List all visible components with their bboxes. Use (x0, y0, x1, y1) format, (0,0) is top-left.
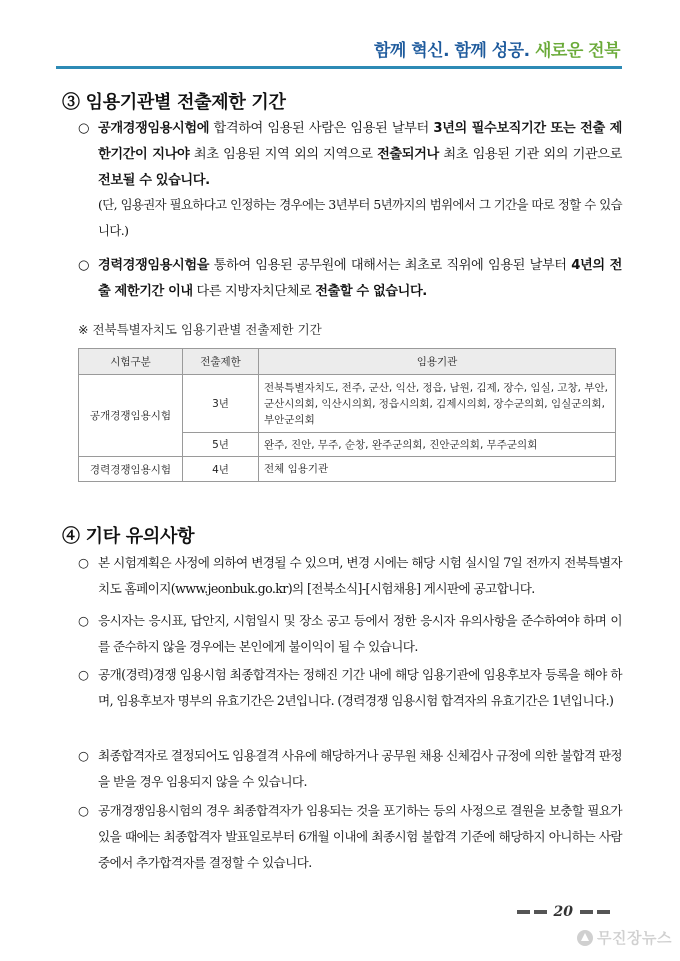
section-3-item-1-note (78, 192, 622, 244)
bullet-circle-icon: ○ (78, 555, 89, 570)
section-3-item-1-note-text: (단, 임용권자 필요하다고 인정하는 경우에는 3년부터 5년까지의 범위에서 그 기간을 따로 정할 수 있습니다.) (98, 197, 622, 238)
watermark-logo-icon (577, 930, 593, 946)
header-exam-type: 시험구분 (79, 349, 183, 375)
section-3-title: ③ 임용기관별 전출제한 기간 (62, 92, 286, 113)
cell-period: 4년 (183, 457, 259, 482)
section-3-item-1 (78, 116, 622, 194)
transfer-restriction-table (78, 348, 616, 482)
section-3-item-2 (78, 253, 622, 305)
table-row (79, 375, 616, 433)
footer-dash (517, 910, 530, 914)
slogan-innovation: 함께 혁신. (373, 41, 450, 61)
section-4-item: ○ 최종합격자로 결정되어도 임용결격 사유에 해당하거나 공무원 채용 신체검사 규정에 의한 불합격 판정을 받을 경우 임용되지 않을 수 있습니다. (78, 743, 622, 795)
section-4-title: ④ 기타 유의사항 (62, 526, 195, 547)
header-restriction-period: 전출제한 (183, 349, 259, 375)
section-4-item: ○ 공개(경력)경쟁 임용시험 최종합격자는 정해진 기간 내에 해당 임용기관에 임용후보자 등록을 해야 하며, 임용후보자 명부의 유효기간은 2년입니다. (경력경쟁 임용시험 합격자의 유효기간은 1년입니다.) (78, 662, 622, 714)
cell-period: 3년 (183, 375, 259, 433)
watermark (577, 927, 672, 948)
header-agencies: 임용기관 (259, 349, 616, 375)
bullet-circle-icon: ○ (78, 613, 89, 628)
cell-agencies: 전체 임용기관 (259, 457, 616, 482)
cell-period: 5년 (183, 433, 259, 457)
bullet-circle-icon: ○ (78, 258, 90, 273)
section-4-item: ○ 공개경쟁임용시험의 경우 최종합격자가 임용되는 것을 포기하는 등의 사정으로 결원을 보충할 필요가 있을 때에는 최종합격자 발표일로부터 6개월 이내에 최종시험 불합격 기준에 해당하지 아니하는 사람 중에서 추가합격자를 결정할 수 있습니다. (78, 798, 622, 876)
table-row (79, 457, 616, 482)
footer-dash (534, 910, 547, 914)
section-3-item-2-text: 경력경쟁임용시험을 통하여 임용된 공무원에 대해서는 최초로 직위에 임용된 날부터 4년의 전출 제한기간 이내 다른 지방자치단체로 전출할 수 없습니다. (98, 258, 623, 299)
bullet-circle-icon: ○ (78, 803, 89, 818)
page-number-footer (517, 904, 610, 920)
bullet-circle-icon: ○ (78, 121, 90, 136)
footer-dash (597, 910, 610, 914)
slogan-success: 함께 성공. (454, 41, 530, 61)
section-3-item-1-text: 공개경쟁임용시험에 합격하여 임용된 사람은 임용된 날부터 3년의 필수보직기간 또는 전출 제한기간이 지나야 최초 임용된 지역 외의 지역으로 전출되거나 최초 임용된 기관 외의 기관으로 전보될 수 있습니다. (98, 121, 622, 188)
cell-agencies: 완주, 진안, 무주, 순창, 완주군의회, 진안군의회, 무주군의회 (259, 433, 616, 457)
footer-dash (580, 910, 593, 914)
slogan-new-jeonbuk: 새로운 전북 (534, 41, 620, 61)
header-divider (56, 66, 622, 69)
bullet-circle-icon: ○ (78, 748, 89, 763)
table-header-row (79, 349, 616, 375)
table-caption-note: ※ 전북특별자치도 임용기관별 전출제한 기간 (78, 322, 322, 337)
header-slogan (374, 36, 620, 61)
section-4-item: ○ 응시자는 응시표, 답안지, 시험일시 및 장소 공고 등에서 정한 응시자 유의사항을 준수하여야 하며 이를 준수하지 않을 경우에는 본인에게 불이익이 될 수 있습니다. (78, 608, 622, 660)
cell-agencies: 전북특별자치도, 전주, 군산, 익산, 정읍, 남원, 김제, 장수, 임실, 고창, 부안, 군산시의회, 익산시의회, 정읍시의회, 김제시의회, 장수군의회, 임실군의회, 부안군의회 (259, 375, 616, 433)
cell-exam-type: 경력경쟁임용시험 (79, 457, 183, 482)
watermark-text: 무진장뉴스 (597, 929, 672, 947)
bullet-circle-icon: ○ (78, 667, 89, 682)
section-4-item: ○ 본 시험계획은 사정에 의하여 변경될 수 있으며, 변경 시에는 해당 시험 실시일 7일 전까지 전북특별자치도 홈페이지(www.jeonbuk.go.kr)의 [전북소식]-[시험채용] 게시판에 공고합니다. (78, 550, 622, 602)
page-number: 20 (553, 904, 573, 920)
cell-exam-type: 공개경쟁임용시험 (79, 375, 183, 457)
